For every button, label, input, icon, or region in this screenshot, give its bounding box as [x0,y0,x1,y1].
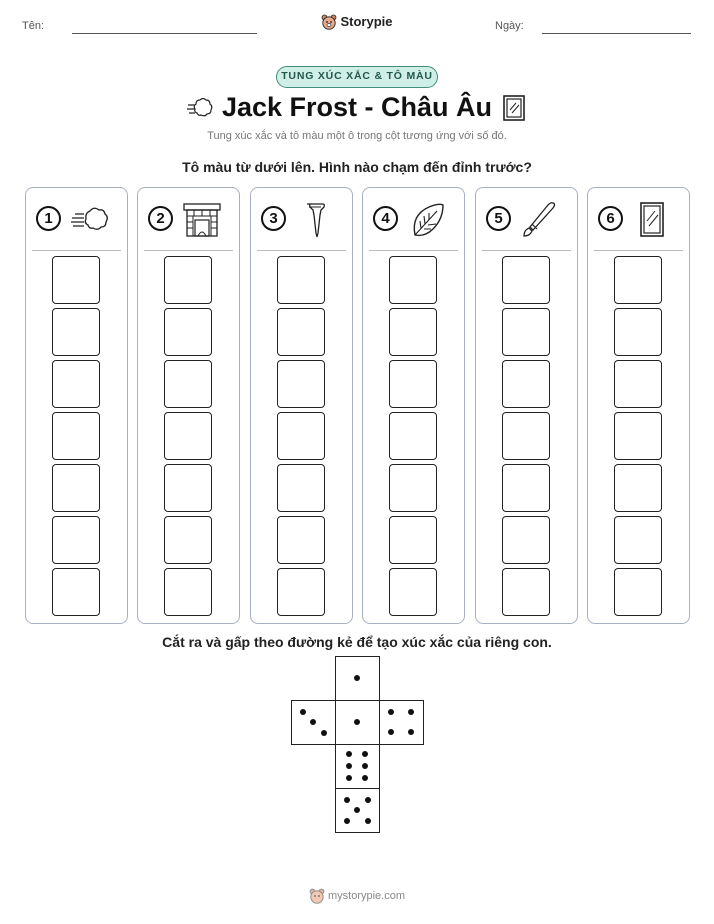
column-divider [257,250,346,251]
activity-badge: TUNG XÚC XẮC & TÔ MÀU [276,66,438,88]
color-cell[interactable] [164,516,212,564]
color-cell[interactable] [389,464,437,512]
bear-icon [321,14,337,30]
bear-icon [309,888,325,904]
column-header [363,201,464,241]
color-cell[interactable] [389,516,437,564]
fireplace-icon [182,201,222,239]
dice-pip [300,709,306,715]
color-cell[interactable] [164,568,212,616]
column-divider [482,250,571,251]
paintbrush-icon [520,201,560,239]
column-number: 4 [373,206,398,231]
dice-face-3 [291,700,336,745]
color-cell[interactable] [502,412,550,460]
dice-pip [408,709,414,715]
footer [0,888,714,904]
column-3 [250,187,353,624]
color-cell[interactable] [614,568,662,616]
dice-face-5 [335,788,380,833]
column-number: 6 [598,206,623,231]
color-cell[interactable] [389,256,437,304]
column-5 [475,187,578,624]
column-6 [587,187,690,624]
color-cell[interactable] [614,412,662,460]
dice-pip [346,751,352,757]
column-header [138,201,239,241]
color-cell[interactable] [277,412,325,460]
dice-pip [362,751,368,757]
dice-face-1 [335,700,380,745]
footer-url: mystorypie.com [327,890,406,902]
dice-pip [365,818,371,824]
dice-pip [346,763,352,769]
window-icon [632,201,672,239]
dice-pip [344,797,350,803]
dice-pip [365,797,371,803]
column-4 [362,187,465,624]
color-cell[interactable] [389,360,437,408]
dice-pip [388,729,394,735]
cut-instruction: Cắt ra và gấp theo đường kẻ để tạo xúc xắc của riêng con. [162,634,552,650]
dice-face-6 [335,744,380,789]
color-cell[interactable] [614,308,662,356]
dice-pip [346,775,352,781]
color-cell[interactable] [389,568,437,616]
dice-pip [354,675,360,681]
color-cell[interactable] [502,464,550,512]
leaf-icon [407,201,447,239]
color-cell[interactable] [52,464,100,512]
color-cell[interactable] [52,256,100,304]
color-cell[interactable] [614,516,662,564]
brand-name: Storypie [340,14,393,30]
color-cell[interactable] [52,516,100,564]
column-1 [25,187,128,624]
color-cell[interactable] [52,360,100,408]
dice-pip [354,719,360,725]
column-header [26,201,127,241]
color-cell[interactable] [277,516,325,564]
column-number: 3 [261,206,286,231]
color-cell[interactable] [52,412,100,460]
column-number: 2 [148,206,173,231]
color-cell[interactable] [164,360,212,408]
column-divider [369,250,458,251]
color-cell[interactable] [277,308,325,356]
color-cell[interactable] [502,516,550,564]
color-cell[interactable] [52,568,100,616]
color-cell[interactable] [164,412,212,460]
color-cell[interactable] [277,256,325,304]
dice-pip [344,818,350,824]
column-header [476,201,577,241]
icicle-icon [295,201,335,239]
color-cell[interactable] [614,360,662,408]
dice-pip [408,729,414,735]
column-divider [594,250,683,251]
date-label: Ngày: [495,20,524,32]
column-divider [32,250,121,251]
color-cell[interactable] [389,308,437,356]
name-label: Tên: [22,20,45,32]
dice-pip [388,709,394,715]
color-cell[interactable] [502,360,550,408]
date-line[interactable] [542,33,691,34]
color-cell[interactable] [389,412,437,460]
column-divider [144,250,233,251]
dice-face-1 [335,656,380,701]
color-cell[interactable] [277,360,325,408]
color-cell[interactable] [164,464,212,512]
color-cell[interactable] [502,568,550,616]
color-cell[interactable] [277,464,325,512]
dice-pip [354,807,360,813]
column-2 [137,187,240,624]
color-cell[interactable] [52,308,100,356]
color-cell[interactable] [164,308,212,356]
instruction: Tô màu từ dưới lên. Hình nào chạm đến đỉnh trước? [182,159,532,175]
column-header [251,201,352,241]
color-cell[interactable] [277,568,325,616]
column-header [588,201,689,241]
wind-icon [70,201,110,239]
color-cell[interactable] [502,308,550,356]
color-cell[interactable] [614,464,662,512]
column-number: 1 [36,206,61,231]
subtitle: Tung xúc xắc và tô màu một ô trong cột tương ứng với số đó. [207,130,507,142]
color-cell[interactable] [164,256,212,304]
window-icon [500,94,528,122]
brand-logo [0,13,714,30]
name-line[interactable] [72,33,257,34]
page-title: Jack Frost - Châu Âu [221,92,493,122]
dice-face-4 [379,700,424,745]
color-cell[interactable] [502,256,550,304]
dice-pip [310,719,316,725]
dice-pip [321,730,327,736]
dice-pip [362,763,368,769]
dice-pip [362,775,368,781]
column-number: 5 [486,206,511,231]
color-cell[interactable] [614,256,662,304]
